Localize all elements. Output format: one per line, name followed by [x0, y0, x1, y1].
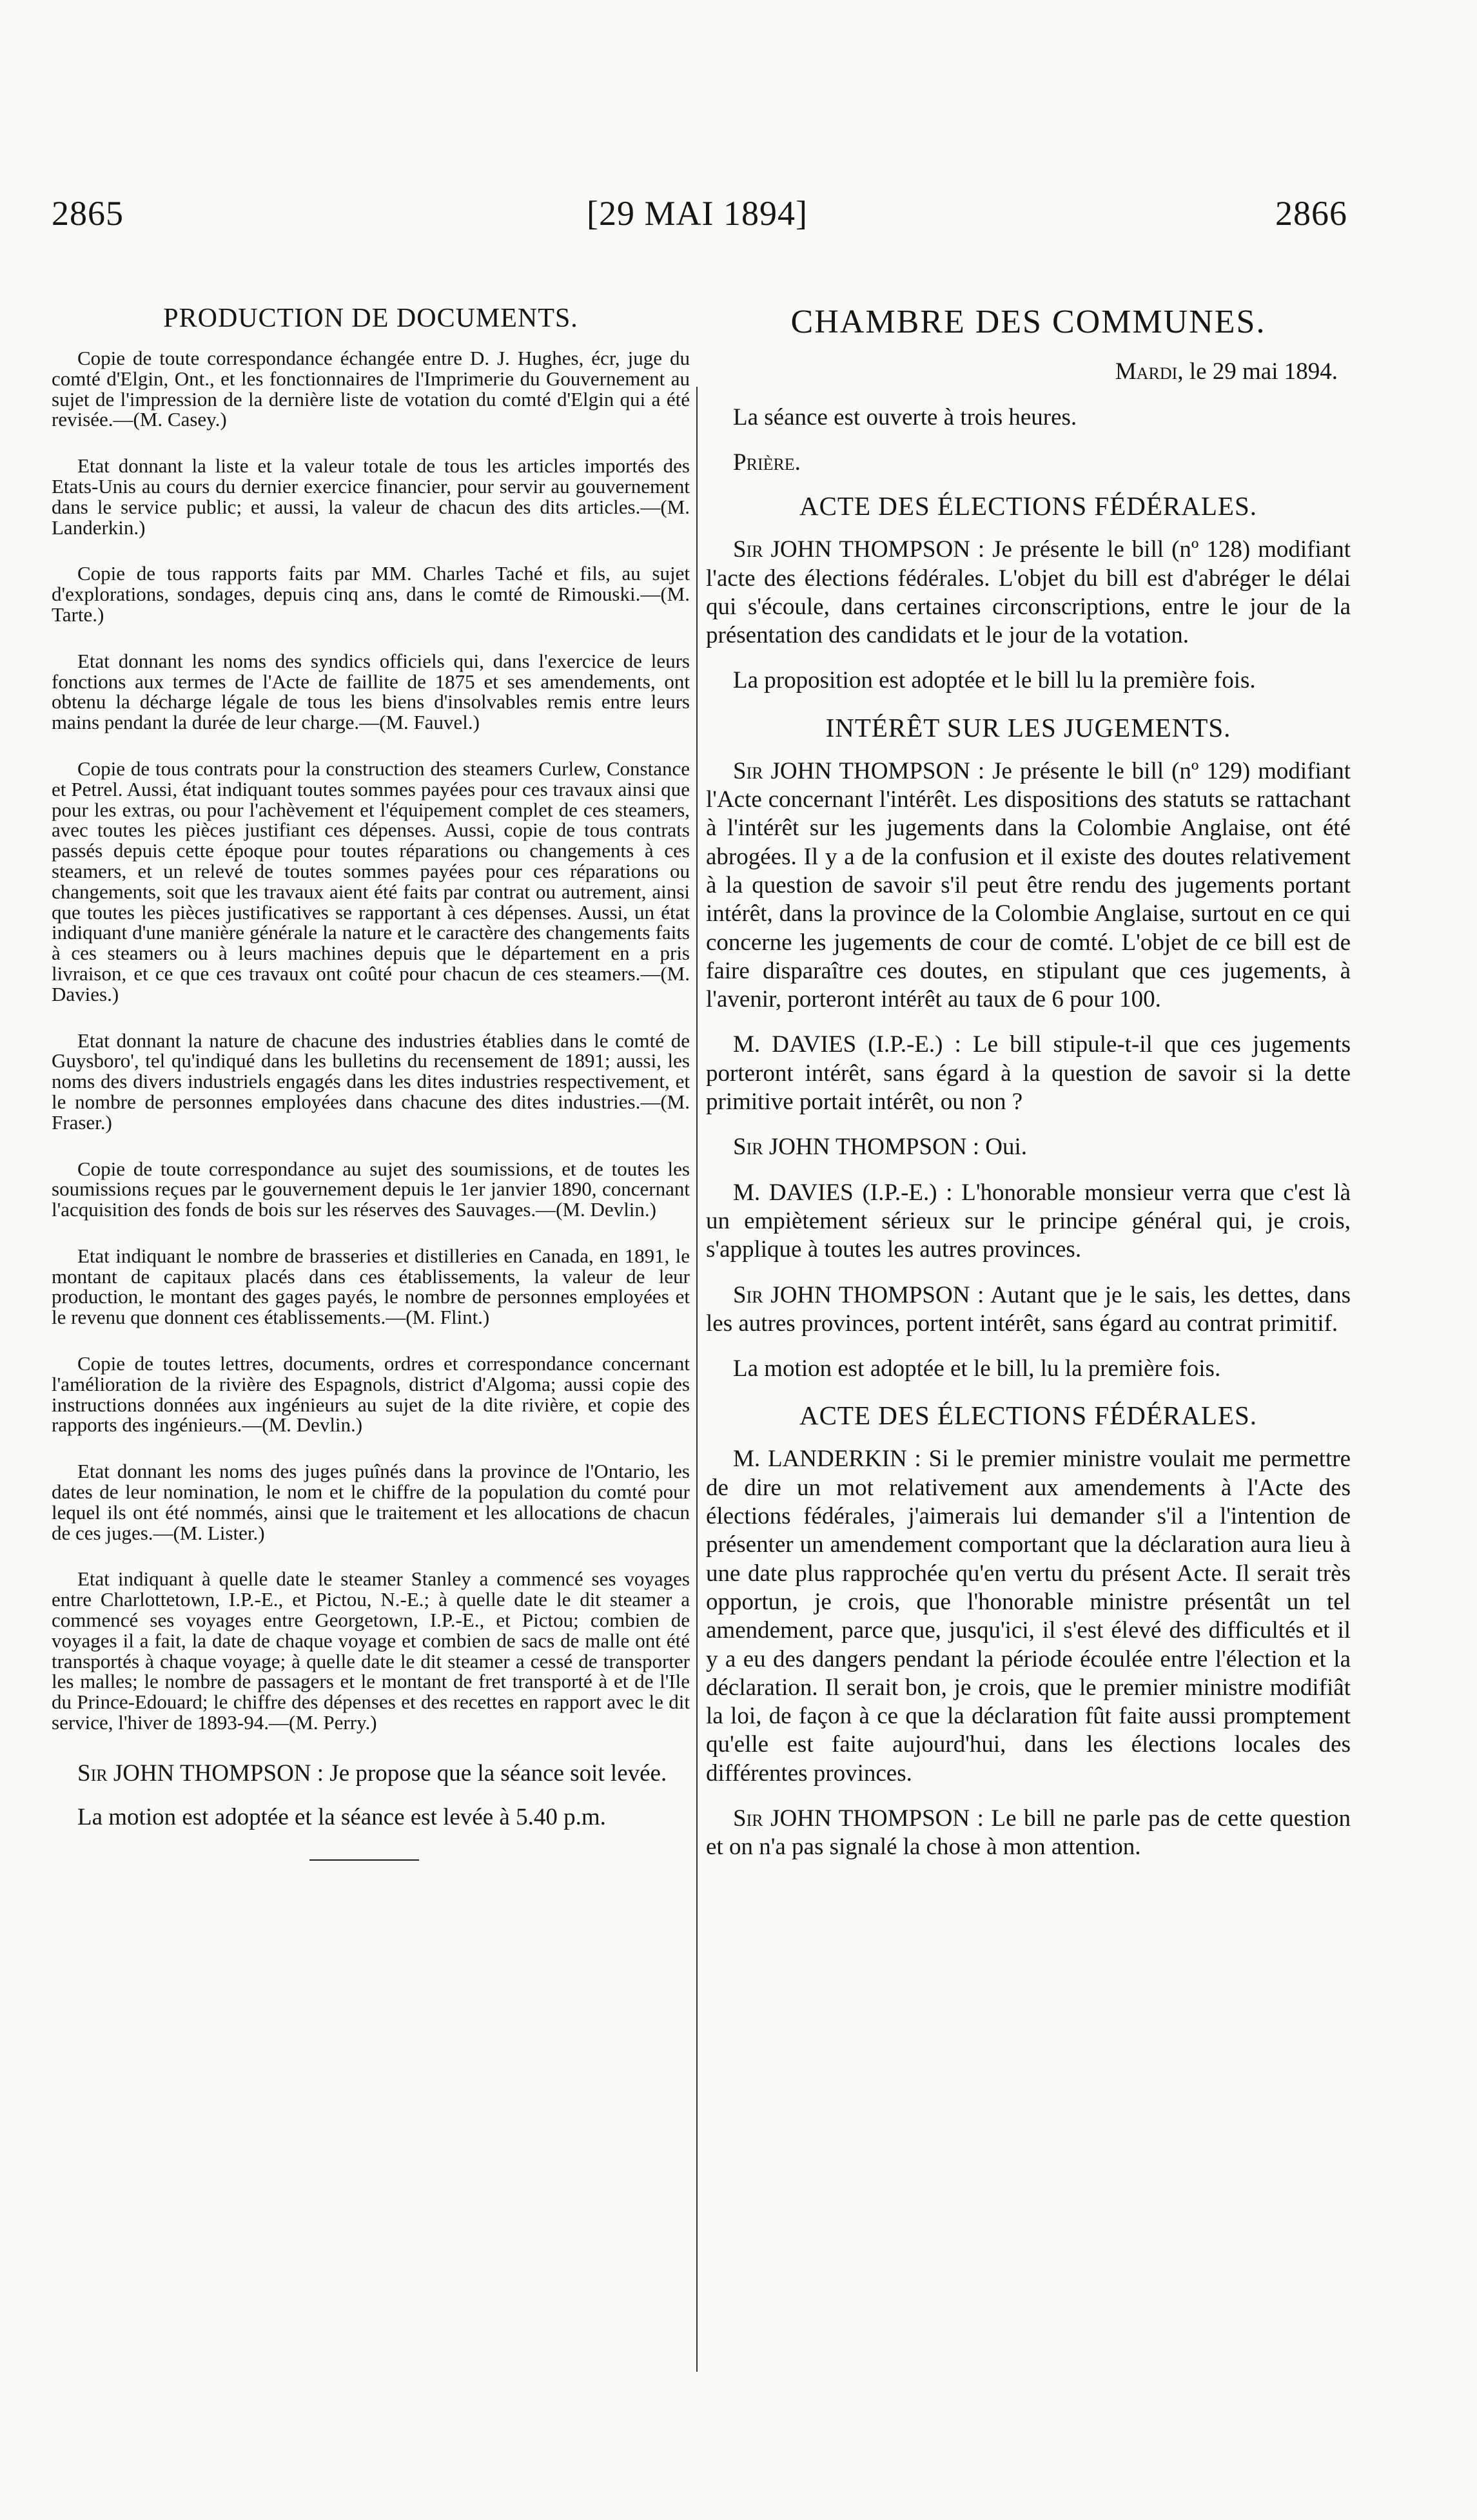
speaker-name: Sir JOHN THOMPSON :	[733, 757, 985, 784]
header-date: [29 MAI 1894]	[587, 194, 808, 233]
closing-line: La motion est adoptée et la séance est levée à 5.40 p.m.	[77, 1803, 606, 1830]
speech-paragraph	[706, 536, 1351, 650]
speech-text: Le bill stipule-t-il que ces jugements porteront intérêt, sans égard à la question de savoir si la dette primitive portait intérêt, ou non ?	[706, 1031, 1351, 1116]
speech-paragraph	[706, 757, 1351, 1014]
speech-text: Je présente le bill (nº 128) modifiant l'acte des élections fédérales. L'objet du bill est d'abréger le délai qui s'écoule, dans certaines circonscriptions, entre le jour de la présentation des candidats et le jour de la votation.	[706, 536, 1351, 649]
motion-text: Je propose que la séance soit levée.	[329, 1759, 667, 1787]
speech-paragraph	[706, 1031, 1351, 1116]
section-title-elections-2: ACTE DES ÉLECTIONS FÉDÉRALES.	[799, 1401, 1258, 1431]
section-title-production: PRODUCTION DE DOCUMENTS.	[163, 304, 578, 333]
speech-text: Je présente le bill (nº 129) modifiant l'Acte concernant l'intérêt. Les dispositions des statuts se rattachant à l'intérêt sur les jugements dans la Colombie Anglaise, ont été abrogées. Il y a de la confusion et il existe des doutes relativement à la question de savoir s'il peut être rendu des jugements portant intérêt, dans la province de la Colombie Anglaise, surtout en ce qui concerne les jugements de cour de comté. L'objet de ce bill est de faire disparaître ces doutes, en stipulant que ces jugements, à l'avenir, porteront intérêt au taux de 6 pour 100.	[706, 757, 1351, 1013]
adjournment-motion	[52, 1759, 690, 1788]
page-number-right: 2866	[1275, 194, 1347, 233]
speech-text: Autant que je le sais, les dettes, dans les autres provinces, portent intérêt, sans égard au contrat primitif.	[706, 1281, 1351, 1337]
speech-text: L'honorable monsieur verra que c'est là un empiètement sérieux sur le principe général qui, je crois, s'applique à toutes les autres provinces.	[706, 1179, 1351, 1263]
speaker-name: Sir JOHN THOMPSON :	[733, 1134, 980, 1161]
document-entry: Etat indiquant à quelle date le steamer Stanley a commencé ses voyages entre Charlottetown, I.P.-E., et Pictou, N.-E.; à quelle date le dit steamer a commencé ses voyages entre Georgetown, I.P.-E., et Pictou; combien de voyages il a fait, la date de chaque voyage et combien de sacs de malle ont été transportés à chaque voyage; à quelle date le dit steamer a cessé de transporter les malles; le nombre de passagers et le montant de fret transporté à et de l'Ile du Prince-Edouard; le chiffre des dépenses et des recettes en rapport avec le dit service, l'hiver de 1893-94.—(M. Perry.)	[52, 1567, 690, 1734]
section-title-interet: INTÉRÊT SUR LES JUGEMENTS.	[825, 712, 1231, 742]
page-number-left: 2865	[52, 194, 124, 233]
speech-paragraph	[706, 1805, 1351, 1862]
document-entry: Etat donnant les noms des juges puînés dans la province de l'Ontario, les dates de leur nomination, le nom et le chiffre de la population du comté pour lequel ils ont été nommés, ainsi que le traitement et les allocations de chacun de ces juges.—(M. Lister.)	[52, 1460, 690, 1544]
document-entry: Etat donnant la liste et la valeur totale de tous les articles importés des Etats-Unis au cours du dernier exercice financier, pour servir au gouvernement dans le service public; et aussi, la valeur de chacun des dits articles.—(M. Landerkin.)	[52, 454, 690, 539]
column-divider	[696, 387, 698, 2372]
priere-label: Prière.	[733, 449, 801, 476]
end-rule	[309, 1859, 419, 1861]
document-entry: Copie de toute correspondance au sujet des soumissions, et de toutes les soumissions reçues par le gouvernement depuis le 1er janvier 1890, concernant l'acquisition des fonds de bois sur les réserves des Sauvages.—(M. Devlin.)	[52, 1157, 690, 1221]
speech-paragraph	[706, 1281, 1351, 1339]
speech-text: Le bill ne parle pas de cette question et on n'a pas signalé la chose à mon attention.	[706, 1805, 1351, 1861]
procedural-note: La proposition est adoptée et le bill lu la première fois.	[733, 667, 1256, 694]
sitting-date	[706, 358, 1338, 385]
date-rest: , le 29 mai 1894.	[1177, 358, 1338, 385]
speaker-name: Sir JOHN THOMPSON :	[733, 536, 985, 563]
speech-text: Si le premier ministre voulait me permettre de dire un mot relativement aux amendements à l'Acte des élections fédérales, j'aimerais lui demander s'il a l'intention de présenter un amendement comportant que la déclaration aura lieu à une date plus rapprochée qu'en vertu du présent Acte. Il serait très opportun, je crois, que l'honorable ministre présentât un tel amendement, parce que, jusqu'ici, il s'est élevé des difficultés et il y a eu des dangers pendant la période écoulée entre l'élection et la déclaration. Il serait bon, je crois, que le premier ministre modifiât la loi, de façon à ce que la déclaration fût faite aussi promptement qu'elle est faite aujourd'hui, dans les élections locales des différentes provinces.	[706, 1446, 1351, 1787]
speaker-name: M. DAVIES (I.P.-E.) :	[733, 1179, 953, 1206]
document-entry: Copie de tous rapports faits par MM. Charles Taché et fils, au sujet d'explorations, sondages, depuis cinq ans, dans le comté de Rimouski.—(M. Tarte.)	[52, 562, 690, 626]
right-column	[706, 303, 1351, 1879]
page-header	[52, 193, 1347, 245]
date-day: Mardi	[1115, 358, 1178, 385]
speech-paragraph	[706, 1445, 1351, 1788]
document-entry: Copie de tous contrats pour la construction des steamers Curlew, Constance et Petrel. Aussi, état indiquant toutes sommes payées pour ces travaux ainsi que pour les extras, ou pour l'achèvement et l'équipement complet de ces steamers, avec toutes les pièces justifiant ces dépenses. Aussi, copie de tous contrats passés depuis cette époque pour toutes réparations ou changements à ces steamers, et un relevé de toutes sommes payées pour ces réparations ou changements, soit que les travaux aient été faits par contrat ou autrement, ainsi que toutes les pièces justificatives se rapportant à ces dépenses. Aussi, un état indiquant d'une manière générale la nature et le caractère des changements faits à ces steamers ou à leurs machines depuis que le département en a pris livraison, et ce que ces travaux ont coûté pour chacun de ces steamers.—(M. Davies.)	[52, 757, 690, 1005]
document-entry: Etat donnant les noms des syndics officiels qui, dans l'exercice de leurs fonctions aux termes de l'Acte de faillite de 1875 et ses amendements, ont obtenu la décharge légale de tous les biens d'insolvables remis entre leurs mains pendant la durée de leur charge.—(M. Fauvel.)	[52, 649, 690, 734]
document-entry: Copie de toutes lettres, documents, ordres et correspondance concernant l'amélioration de la rivière des Espagnols, district d'Algoma; aussi copie des instructions données aux ingénieurs au sujet de la dite rivière, et copie des rapports des ingénieurs.—(M. Devlin.)	[52, 1352, 690, 1437]
speaker-name: M. LANDERKIN :	[733, 1446, 921, 1473]
speaker-name: M. DAVIES (I.P.-E.) :	[733, 1031, 961, 1058]
speech-paragraph	[706, 1133, 1351, 1161]
opening-line: La séance est ouverte à trois heures.	[733, 404, 1077, 431]
document-entry: Etat indiquant le nombre de brasseries et distilleries en Canada, en 1891, le montant de capitaux placés dans ces établissements, la valeur de leur production, le montant des gages payés, le nombre de personnes employées et le revenu que donnent ces établissements.—(M. Flint.)	[52, 1244, 690, 1329]
document-entry: Copie de toute correspondance échangée entre D. J. Hughes, écr, juge du comté d'Elgin, Ont., et les fonctionnaires de l'Imprimerie du Gouvernement au sujet de l'impression de la dernière liste de votation du comté d'Elgin qui a été revisée.—(M. Casey.)	[52, 347, 690, 431]
left-column	[52, 303, 690, 1861]
speaker-name: Sir JOHN THOMPSON :	[733, 1805, 984, 1832]
section-title-elections-1: ACTE DES ÉLECTIONS FÉDÉRALES.	[799, 491, 1258, 521]
chamber-title: CHAMBRE DES COMMUNES.	[790, 304, 1266, 340]
speech-paragraph	[706, 1179, 1351, 1265]
document-entry: Etat donnant la nature de chacune des industries établies dans le comté de Guysboro', tel qu'indiqué dans les bulletins du recensement de 1891; aussi, les noms des divers industriels engagés dans les dites industries respectivement, et le nombre de personnes employées dans chacune des dites industries.—(M. Fraser.)	[52, 1029, 690, 1134]
speaker-name: Sir JOHN THOMPSON :	[77, 1759, 324, 1787]
speech-text: Oui.	[985, 1134, 1028, 1161]
speaker-name: Sir JOHN THOMPSON :	[733, 1281, 984, 1308]
procedural-note: La motion est adoptée et le bill, lu la première fois.	[733, 1355, 1221, 1382]
